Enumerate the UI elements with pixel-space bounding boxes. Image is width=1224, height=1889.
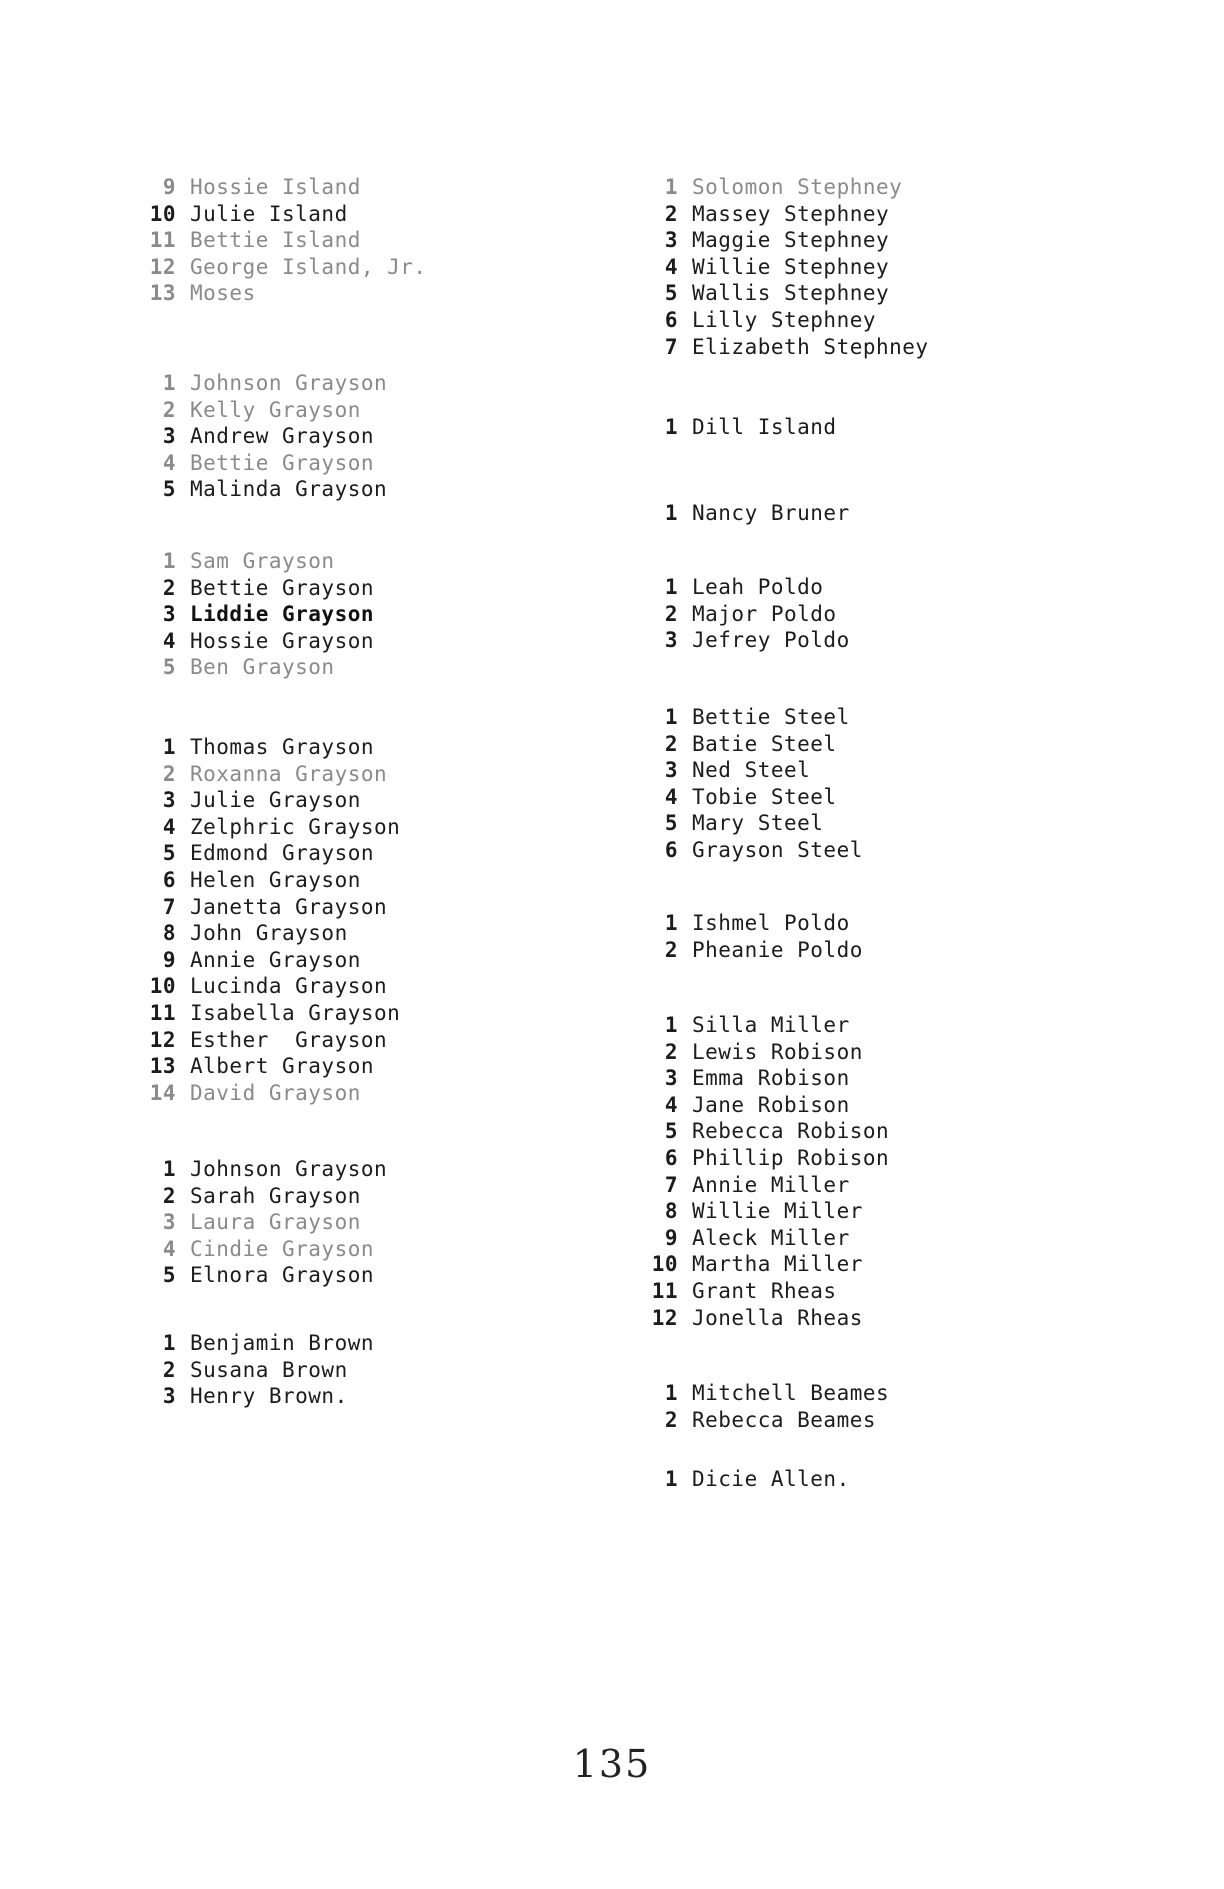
entry-name: Liddie Grayson xyxy=(190,602,375,627)
family-member-entry xyxy=(136,1183,387,1210)
family-member-entry xyxy=(136,973,400,1000)
entry-number: 2 xyxy=(162,1183,176,1208)
family-member-entry xyxy=(638,1407,889,1434)
family-group xyxy=(638,574,850,654)
entry-number: 1 xyxy=(664,1381,678,1405)
family-group xyxy=(638,704,863,864)
family-member-entry xyxy=(136,548,374,575)
family-member-entry xyxy=(136,1053,400,1080)
entry-number: 13 xyxy=(149,1054,176,1079)
family-member-entry xyxy=(638,1198,889,1225)
entry-number: 1 xyxy=(162,371,176,395)
family-member-entry xyxy=(638,1092,889,1119)
family-member-entry xyxy=(136,174,427,201)
family-member-entry xyxy=(136,814,400,841)
entry-name: Jefrey Poldo xyxy=(692,628,850,653)
family-group xyxy=(638,414,837,441)
family-member-entry xyxy=(136,761,400,788)
entry-number: 1 xyxy=(162,735,176,759)
family-member-entry xyxy=(638,1145,889,1172)
entry-number: 2 xyxy=(162,761,176,786)
family-member-entry xyxy=(638,227,929,254)
entry-name: Laura Grayson xyxy=(190,1210,361,1235)
entry-name: Jane Robison xyxy=(692,1092,850,1117)
family-member-entry xyxy=(638,910,863,937)
entry-name: Benjamin Brown xyxy=(190,1331,375,1355)
entry-name: Lewis Robison xyxy=(692,1039,863,1064)
family-member-entry xyxy=(136,1156,387,1183)
family-member-entry xyxy=(638,1012,889,1039)
entry-name: Andrew Grayson xyxy=(190,424,375,449)
entry-name: Isabella Grayson xyxy=(190,1000,401,1025)
entry-name: Rebecca Robison xyxy=(692,1119,890,1144)
entry-name: Albert Grayson xyxy=(190,1054,375,1079)
family-member-entry xyxy=(136,1027,400,1054)
entry-name: Esther Grayson xyxy=(190,1027,388,1052)
family-member-entry xyxy=(638,627,850,654)
entry-number: 1 xyxy=(664,575,678,599)
entry-name: Willie Stephney xyxy=(692,254,890,279)
entry-number: 5 xyxy=(162,477,176,502)
family-member-entry xyxy=(136,628,374,655)
entry-number: 2 xyxy=(162,397,176,422)
entry-name: Lilly Stephney xyxy=(692,307,877,332)
family-member-entry xyxy=(136,1209,387,1236)
entry-name: Martha Miller xyxy=(692,1252,863,1277)
entry-name: Elnora Grayson xyxy=(190,1263,375,1288)
entry-number: 5 xyxy=(664,811,678,836)
entry-number: 9 xyxy=(162,175,176,199)
entry-number: 2 xyxy=(664,601,678,626)
family-member-entry xyxy=(638,1172,889,1199)
family-member-entry xyxy=(638,731,863,758)
entry-name: Solomon Stephney xyxy=(692,175,903,199)
entry-number: 3 xyxy=(162,1384,176,1409)
entry-name: Rebecca Beames xyxy=(692,1407,877,1432)
entry-name: Silla Miller xyxy=(692,1013,850,1037)
family-group xyxy=(136,1330,374,1410)
family-member-entry xyxy=(136,227,427,254)
entry-number: 10 xyxy=(149,201,176,226)
entry-name: Annie Miller xyxy=(692,1172,850,1197)
entry-name: Pheanie Poldo xyxy=(692,937,863,962)
entry-name: Bettie Island xyxy=(190,228,361,253)
entry-number: 11 xyxy=(651,1278,678,1303)
entry-number: 1 xyxy=(664,1013,678,1037)
entry-number: 8 xyxy=(664,1199,678,1224)
entry-name: Leah Poldo xyxy=(692,575,824,599)
entry-number: 3 xyxy=(664,758,678,783)
entry-number: 3 xyxy=(162,424,176,449)
entry-number: 6 xyxy=(664,1145,678,1170)
family-group xyxy=(638,1466,850,1493)
entry-name: Wallis Stephney xyxy=(692,281,890,306)
family-member-entry xyxy=(136,370,387,397)
entry-number: 1 xyxy=(162,1157,176,1181)
family-member-entry xyxy=(136,450,387,477)
entry-number: 2 xyxy=(664,731,678,756)
family-member-entry xyxy=(136,867,400,894)
entry-number: 3 xyxy=(664,628,678,653)
entry-number: 9 xyxy=(162,947,176,972)
family-member-entry xyxy=(136,1000,400,1027)
entry-name: Hossie Island xyxy=(190,175,361,199)
entry-number: 4 xyxy=(162,450,176,475)
entry-number: 1 xyxy=(664,1467,678,1491)
family-member-entry xyxy=(136,920,400,947)
entry-name: Ben Grayson xyxy=(190,655,335,680)
entry-name: Thomas Grayson xyxy=(190,735,375,759)
entry-name: Dicie Allen. xyxy=(692,1467,850,1491)
family-member-entry xyxy=(136,840,400,867)
entry-number: 4 xyxy=(664,784,678,809)
family-member-entry xyxy=(136,280,427,307)
family-member-entry xyxy=(136,1236,387,1263)
family-member-entry xyxy=(638,810,863,837)
entry-number: 6 xyxy=(162,867,176,892)
entry-number: 6 xyxy=(664,307,678,332)
entry-name: Lucinda Grayson xyxy=(190,974,388,999)
entry-number: 1 xyxy=(664,911,678,935)
entry-name: David Grayson xyxy=(190,1080,361,1105)
family-member-entry xyxy=(638,704,863,731)
entry-name: Grant Rheas xyxy=(692,1278,837,1303)
entry-number: 13 xyxy=(149,281,176,306)
entry-number: 8 xyxy=(162,921,176,946)
family-member-entry xyxy=(136,787,400,814)
family-member-entry xyxy=(136,423,387,450)
family-member-entry xyxy=(638,280,929,307)
entry-number: 1 xyxy=(664,705,678,729)
entry-name: Maggie Stephney xyxy=(692,228,890,253)
family-member-entry xyxy=(638,1380,889,1407)
entry-number: 4 xyxy=(664,254,678,279)
entry-name: Cindie Grayson xyxy=(190,1236,375,1261)
entry-name: Phillip Robison xyxy=(692,1145,890,1170)
family-group xyxy=(136,370,387,503)
entry-number: 4 xyxy=(664,1092,678,1117)
entry-name: Tobie Steel xyxy=(692,784,837,809)
family-member-entry xyxy=(136,1262,387,1289)
entry-number: 5 xyxy=(664,281,678,306)
family-group xyxy=(136,734,400,1106)
page-number: 135 xyxy=(572,1742,652,1786)
entry-number: 7 xyxy=(162,894,176,919)
entry-name: Mitchell Beames xyxy=(692,1381,890,1405)
family-member-entry xyxy=(136,397,387,424)
family-member-entry xyxy=(638,837,863,864)
entry-name: Johnson Grayson xyxy=(190,1157,388,1181)
family-member-entry xyxy=(136,254,427,281)
entry-name: Emma Robison xyxy=(692,1066,850,1091)
family-member-entry xyxy=(638,601,850,628)
family-member-entry xyxy=(638,500,850,527)
family-group xyxy=(638,1012,889,1331)
family-member-entry xyxy=(136,1080,400,1107)
entry-name: Johnson Grayson xyxy=(190,371,388,395)
family-member-entry xyxy=(136,601,374,628)
entry-name: Zelphric Grayson xyxy=(190,814,401,839)
family-member-entry xyxy=(136,201,427,228)
entry-name: Janetta Grayson xyxy=(190,894,388,919)
family-member-entry xyxy=(638,201,929,228)
family-member-entry xyxy=(638,1225,889,1252)
entry-number: 3 xyxy=(664,1066,678,1091)
family-member-entry xyxy=(136,1383,374,1410)
family-group xyxy=(638,174,929,360)
entry-number: 10 xyxy=(651,1252,678,1277)
entry-name: Sam Grayson xyxy=(190,549,335,573)
family-member-entry xyxy=(638,254,929,281)
family-group xyxy=(136,548,374,681)
family-group xyxy=(136,174,427,307)
entry-number: 5 xyxy=(664,1119,678,1144)
entry-number: 2 xyxy=(664,937,678,962)
entry-number: 1 xyxy=(664,175,678,199)
family-member-entry xyxy=(638,1278,889,1305)
entry-name: Roxanna Grayson xyxy=(190,761,388,786)
entry-name: Massey Stephney xyxy=(692,201,890,226)
family-member-entry xyxy=(136,575,374,602)
entry-number: 2 xyxy=(664,201,678,226)
family-member-entry xyxy=(136,1357,374,1384)
entry-number: 9 xyxy=(664,1225,678,1250)
entry-name: Hossie Grayson xyxy=(190,628,375,653)
entry-number: 5 xyxy=(162,655,176,680)
entry-number: 2 xyxy=(664,1407,678,1432)
entry-number: 3 xyxy=(162,602,176,627)
entry-number: 14 xyxy=(149,1080,176,1105)
family-group xyxy=(638,1380,889,1433)
family-group xyxy=(136,1156,387,1289)
entry-name: Moses xyxy=(190,281,256,306)
entry-number: 5 xyxy=(162,841,176,866)
entry-number: 11 xyxy=(149,228,176,253)
entry-number: 2 xyxy=(162,1357,176,1382)
entry-name: Edmond Grayson xyxy=(190,841,375,866)
entry-name: Major Poldo xyxy=(692,601,837,626)
entry-name: George Island, Jr. xyxy=(190,254,427,279)
entry-name: John Grayson xyxy=(190,921,348,946)
family-member-entry xyxy=(638,937,863,964)
entry-number: 12 xyxy=(149,1027,176,1052)
family-member-entry xyxy=(638,574,850,601)
entry-number: 3 xyxy=(664,228,678,253)
entry-number: 5 xyxy=(162,1263,176,1288)
entry-number: 4 xyxy=(162,628,176,653)
entry-name: Kelly Grayson xyxy=(190,397,361,422)
family-member-entry xyxy=(136,894,400,921)
entry-name: Willie Miller xyxy=(692,1199,863,1224)
entry-name: Grayson Steel xyxy=(692,837,863,862)
family-member-entry xyxy=(638,1065,889,1092)
entry-name: Annie Grayson xyxy=(190,947,361,972)
entry-number: 7 xyxy=(664,334,678,359)
family-member-entry xyxy=(638,334,929,361)
entry-number: 2 xyxy=(162,575,176,600)
entry-name: Henry Brown. xyxy=(190,1384,348,1409)
family-member-entry xyxy=(638,174,929,201)
entry-name: Malinda Grayson xyxy=(190,477,388,502)
family-member-entry xyxy=(638,1305,889,1332)
family-member-entry xyxy=(638,414,837,441)
family-member-entry xyxy=(136,1330,374,1357)
entry-number: 12 xyxy=(651,1305,678,1330)
entry-number: 4 xyxy=(162,1236,176,1261)
entry-name: Sarah Grayson xyxy=(190,1183,361,1208)
entry-name: Bettie Grayson xyxy=(190,575,375,600)
family-member-entry xyxy=(136,947,400,974)
entry-name: Mary Steel xyxy=(692,811,824,836)
family-member-entry xyxy=(638,1251,889,1278)
entry-number: 11 xyxy=(149,1000,176,1025)
entry-number: 7 xyxy=(664,1172,678,1197)
family-member-entry xyxy=(638,307,929,334)
entry-number: 3 xyxy=(162,1210,176,1235)
entry-name: Jonella Rheas xyxy=(692,1305,863,1330)
family-member-entry xyxy=(136,476,387,503)
entry-number: 4 xyxy=(162,814,176,839)
entry-number: 1 xyxy=(664,415,678,439)
family-group xyxy=(638,910,863,963)
family-group xyxy=(638,500,850,527)
family-member-entry xyxy=(638,1466,850,1493)
entry-name: Nancy Bruner xyxy=(692,501,850,525)
entry-name: Bettie Grayson xyxy=(190,450,375,475)
entry-name: Julie Grayson xyxy=(190,788,361,813)
family-member-entry xyxy=(638,1039,889,1066)
family-member-entry xyxy=(638,757,863,784)
entry-name: Susana Brown xyxy=(190,1357,348,1382)
entry-name: Ned Steel xyxy=(692,758,811,783)
entry-number: 12 xyxy=(149,254,176,279)
family-member-entry xyxy=(136,734,400,761)
entry-number: 1 xyxy=(162,549,176,573)
entry-name: Elizabeth Stephney xyxy=(692,334,929,359)
entry-name: Aleck Miller xyxy=(692,1225,850,1250)
entry-name: Bettie Steel xyxy=(692,705,850,729)
entry-number: 1 xyxy=(664,501,678,525)
entry-name: Helen Grayson xyxy=(190,867,361,892)
entry-number: 3 xyxy=(162,788,176,813)
entry-number: 1 xyxy=(162,1331,176,1355)
family-member-entry xyxy=(638,1118,889,1145)
family-member-entry xyxy=(638,784,863,811)
entry-name: Dill Island xyxy=(692,415,837,439)
family-member-entry xyxy=(136,654,374,681)
entry-name: Ishmel Poldo xyxy=(692,911,850,935)
entry-number: 10 xyxy=(149,974,176,999)
entry-number: 6 xyxy=(664,837,678,862)
entry-name: Batie Steel xyxy=(692,731,837,756)
entry-name: Julie Island xyxy=(190,201,348,226)
entry-number: 2 xyxy=(664,1039,678,1064)
